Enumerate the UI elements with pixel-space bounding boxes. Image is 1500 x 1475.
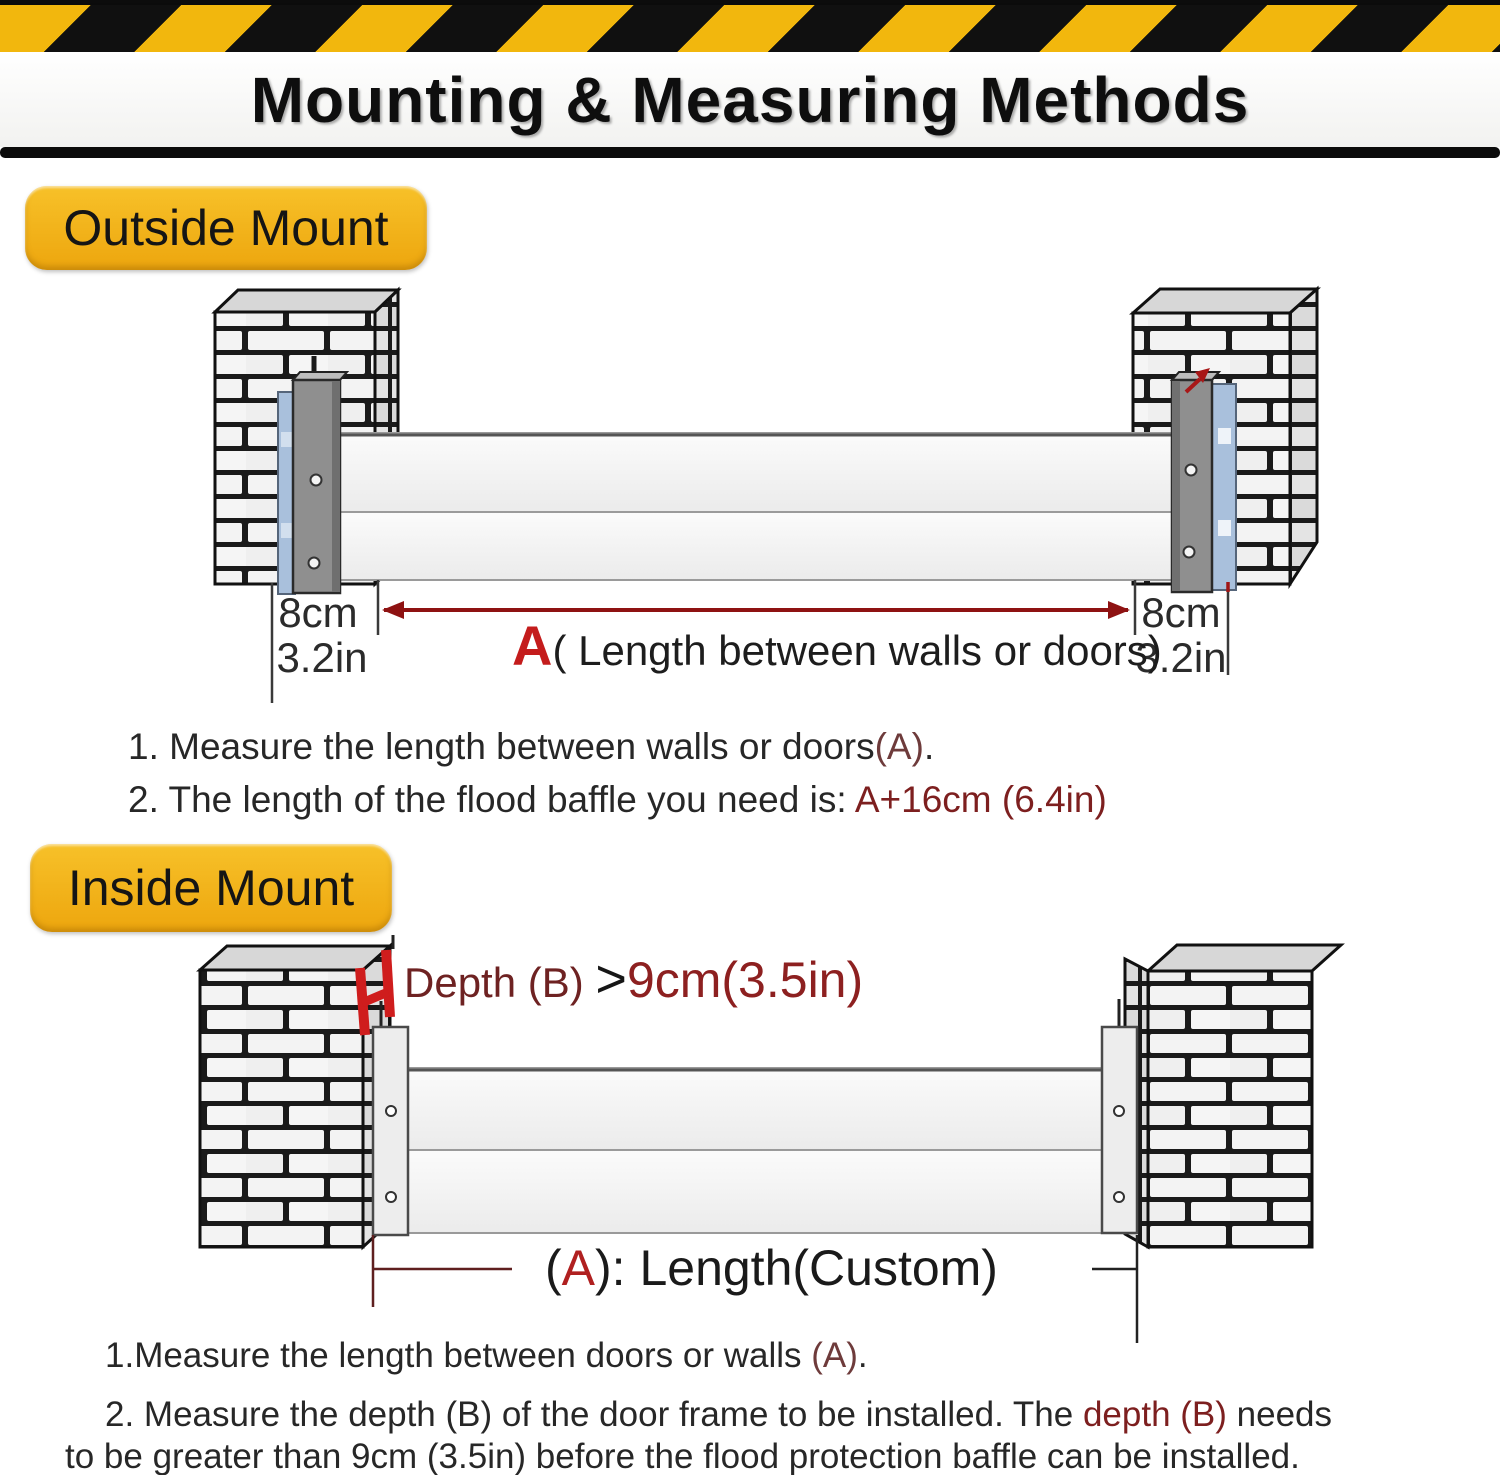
dimension-arrow <box>382 601 1130 619</box>
mounting-channel-left <box>373 1001 408 1235</box>
inside-mount-badge <box>30 844 392 932</box>
right-brick-pillar-inside <box>1125 945 1341 1247</box>
seal-strip-right <box>1212 384 1236 590</box>
title-divider <box>0 147 1500 158</box>
outside-step-1: 1. Measure the length between walls or doors(A). <box>128 726 935 767</box>
outside-mount-diagram <box>0 280 1500 710</box>
length-label: (A): Length(Custom) <box>545 1240 998 1296</box>
inside-mount-diagram <box>0 935 1500 1347</box>
flood-barrier-outside <box>340 433 1172 580</box>
screw-hole <box>386 1106 396 1116</box>
dim-length-label: A( Length between walls or doors) <box>512 614 1162 677</box>
screw-hole <box>311 475 322 486</box>
mounting-channel-right <box>1102 999 1137 1233</box>
inside-step-1: 1.Measure the length between doors or walls (A). <box>105 1336 868 1375</box>
screw-hole <box>1184 547 1195 558</box>
dim-left-in: 3.2in <box>276 634 368 681</box>
screw-hole <box>386 1192 396 1202</box>
outside-mount-badge-label: Outside Mount <box>63 200 389 256</box>
outside-mount-badge <box>25 186 427 270</box>
inside-mount-badge-label: Inside Mount <box>67 860 355 916</box>
screw-hole <box>1186 465 1197 476</box>
page-title: Mounting & Measuring Methods <box>250 63 1250 136</box>
screw-hole <box>1114 1106 1124 1116</box>
flood-barrier-inside <box>408 1068 1102 1233</box>
dim-right-cm: 8cm <box>1141 589 1221 636</box>
depth-label: Depth (B) >9cm(3.5in) <box>404 949 864 1009</box>
outside-step-2: 2. The length of the flood baffle you need is: A+16cm (6.4in) <box>128 779 1107 820</box>
dim-right-in: 3.2in <box>1135 634 1227 681</box>
inside-step-2-line-2: to be greater than 9cm (3.5in) before the flood protection baffle can be installed. <box>65 1437 1300 1475</box>
mounting-bracket-left <box>293 356 347 593</box>
inside-step-2-line-1: 2. Measure the depth (B) of the door frame to be installed. The depth (B) needs <box>105 1395 1333 1434</box>
dim-left-cm: 8cm <box>278 589 358 636</box>
mounting-bracket-right <box>1172 368 1219 592</box>
screw-hole <box>1114 1192 1124 1202</box>
hazard-stripe-tape <box>0 5 1500 52</box>
title-band <box>0 52 1500 147</box>
screw-hole <box>309 558 320 569</box>
